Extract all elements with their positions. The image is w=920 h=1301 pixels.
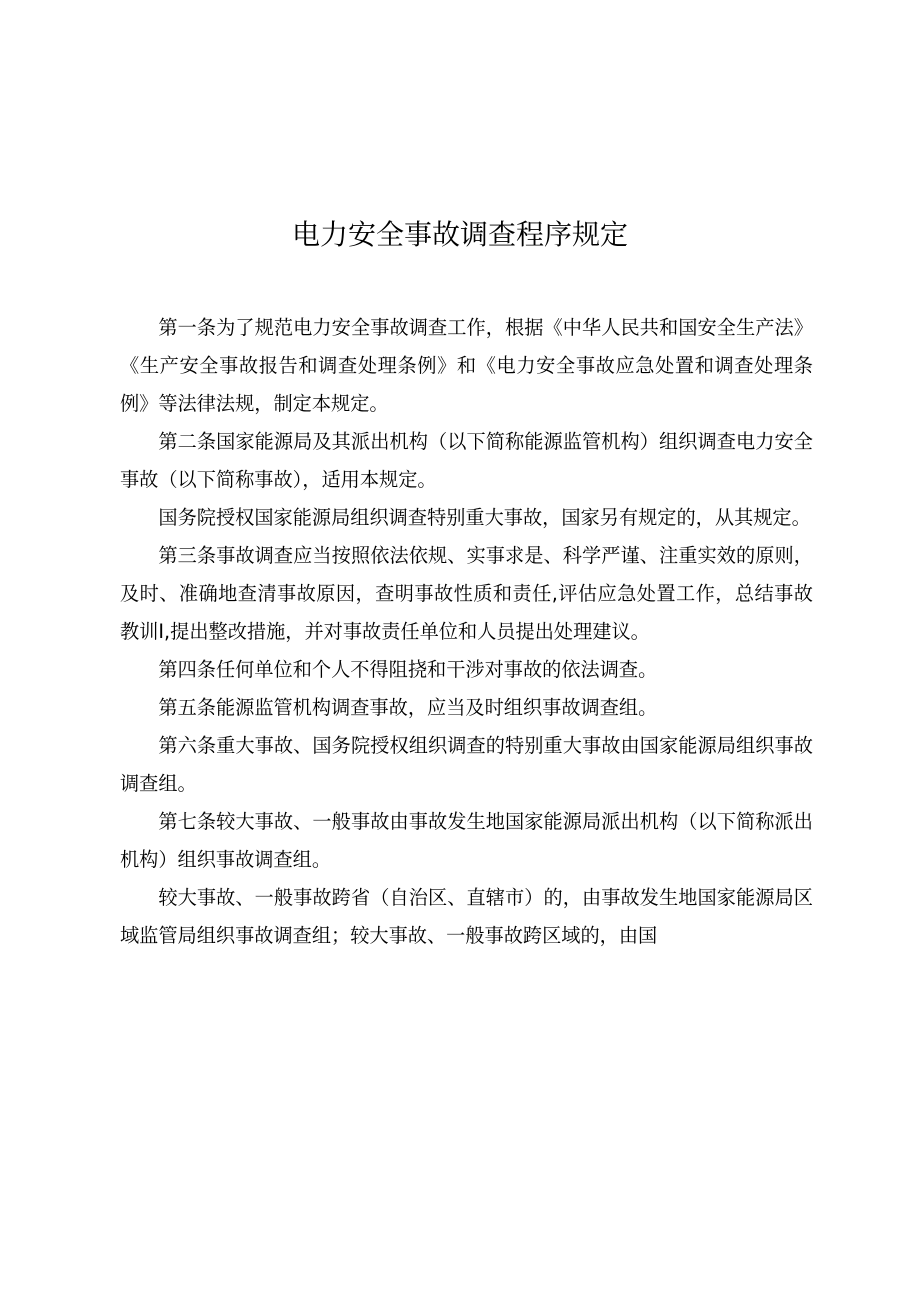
article-6-paragraph: 第六条重大事故、国务院授权组织调查的特别重大事故由国家能源局组织事故调查组。	[120, 734, 813, 795]
article-7-paragraph: 第七条较大事故、一般事故由事故发生地国家能源局派出机构（以下简称派出机构）组织事故调查组。	[120, 810, 813, 871]
article-5-paragraph: 第五条能源监管机构调查事故，应当及时组织事故调查组。	[158, 696, 658, 719]
article-1-paragraph: 第一条为了规范电力安全事故调查工作，根据《中华人民共和国安全生产法》《生产安全事故报告和调查处理条例》和《电力安全事故应急处置和调查处理条例》等法律法规，制定本规定。	[120, 316, 813, 415]
article-2-paragraph: 第二条国家能源局及其派出机构（以下简称能源监管机构）组织调查电力安全事故（以下简称事故），适用本规定。	[120, 430, 813, 491]
document-body	[120, 309, 813, 955]
article-3-paragraph: 第三条事故调查应当按照依法依规、实事求是、科学严谨、注重实效的原则，及时、准确地查清事故原因，查明事故性质和责任,评估应急处置工作，总结事故教训I,提出整改措施，并对事故责任单位和人员提出处理建议。	[120, 544, 813, 643]
article-7-supplement-paragraph: 较大事故、一般事故跨省（自治区、直辖市）的，由事故发生地国家能源局区域监管局组织事故调查组；较大事故、一般事故跨区域的，由国	[120, 886, 813, 947]
article-2-supplement-paragraph: 国务院授权国家能源局组织调查特别重大事故，国家另有规定的，从其规定。	[158, 506, 811, 529]
article-4-paragraph: 第四条任何单位和个人不得阻挠和干涉对事故的依法调查。	[158, 658, 658, 681]
document-title: 电力安全事故调查程序规定	[291, 218, 628, 251]
